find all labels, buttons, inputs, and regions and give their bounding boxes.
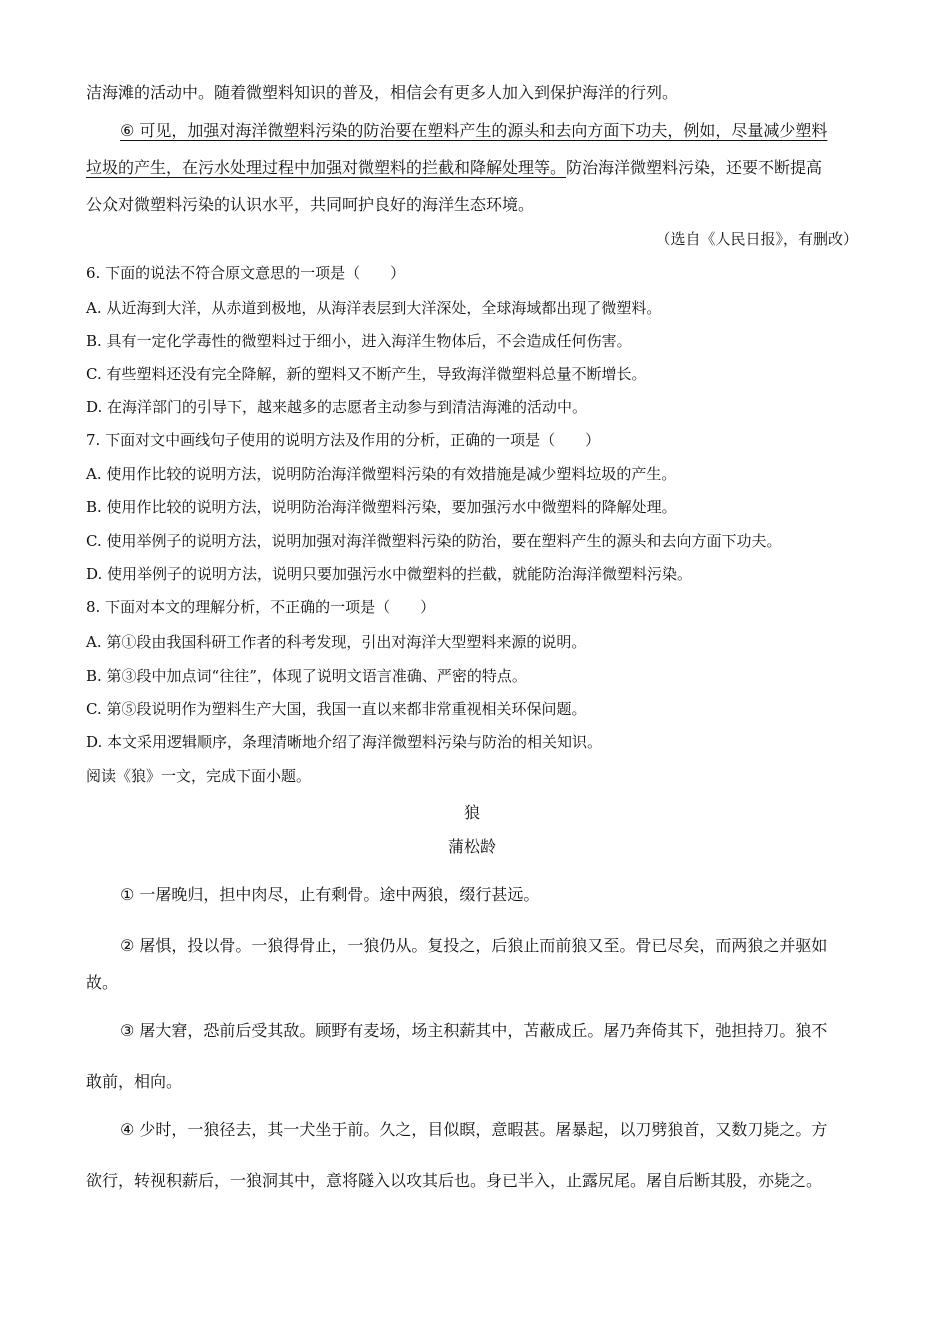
underlined-sentence: ⑥ 可见，加强对海洋微塑料污染的防治要在塑料产生的源头和去向方面下功夫，例如，尽量减少塑料 xyxy=(120,121,828,140)
question-8-option-c: C. 第⑤段说明作为塑料生产大国，我国一直以来都非常重视相关环保问题。 xyxy=(86,700,587,718)
paragraph-6-line-1 xyxy=(120,118,827,141)
wolf-paragraph-1: ① 一屠晚归，担中肉尽，止有剩骨。途中两狼，缀行甚远。 xyxy=(120,885,540,904)
wolf-title: 狼 xyxy=(463,803,480,822)
question-6-option-c: C. 有些塑料还没有完全降解，新的塑料又不断产生，导致海洋微塑料总量不断增长。 xyxy=(86,365,647,383)
question-8-stem: 8. 下面对本文的理解分析，不正确的一项是（ ） xyxy=(86,598,436,616)
question-6-stem: 6. 下面的说法不符合原文意思的一项是（ ） xyxy=(86,264,406,282)
wolf-paragraph-4-line-1: ④ 少时，一狼径去，其一犬坐于前。久之，目似瞑，意暇甚。屠暴起，以刀劈狼首，又数刀毙之。方 xyxy=(120,1120,828,1139)
question-6-option-b: B. 具有一定化学毒性的微塑料过于细小，进入海洋生物体后，不会造成任何伤害。 xyxy=(86,332,632,350)
question-7-option-d: D. 使用举例子的说明方法，说明只要加强污水中微塑料的拦截，就能防治海洋微塑料污染。 xyxy=(86,565,693,583)
reading-intro: 阅读《狼》一文，完成下面小题。 xyxy=(86,767,312,785)
paragraph-text: 防治海洋微塑料污染，还要不断提高 xyxy=(566,158,823,177)
question-8-option-b: B. 第③段中加点词“往往”，体现了说明文语言准确、严密的特点。 xyxy=(86,667,527,685)
question-7-option-a: A. 使用作比较的说明方法，说明防治海洋微塑料污染的有效措施是减少塑料垃圾的产生。 xyxy=(86,465,677,483)
question-8-option-a: A. 第①段由我国科研工作者的科考发现，引出对海洋大型塑料来源的说明。 xyxy=(86,633,587,651)
paragraph-6-line-3: 公众对微塑料污染的认识水平，共同呵护良好的海洋生态环境。 xyxy=(86,195,535,214)
passage-continuation: 洁海滩的活动中。随着微塑料知识的普及，相信会有更多人加入到保护海洋的行列。 xyxy=(86,83,679,102)
question-6-option-d: D. 在海洋部门的引导下，越来越多的志愿者主动参与到清洁海滩的活动中。 xyxy=(86,398,588,416)
question-8-option-d: D. 本文采用逻辑顺序，条理清晰地介绍了海洋微塑料污染与防治的相关知识。 xyxy=(86,733,603,751)
wolf-paragraph-3-line-2: 敢前，相向。 xyxy=(86,1072,183,1091)
question-7-option-c: C. 使用举例子的说明方法，说明加强对海洋微塑料污染的防治，要在塑料产生的源头和去向方面下功夫。 xyxy=(86,532,782,550)
wolf-paragraph-2-line-2: 故。 xyxy=(86,973,119,992)
question-6-option-a: A. 从近海到大洋，从赤道到极地，从海洋表层到大洋深处，全球海域都出现了微塑料。 xyxy=(86,299,662,317)
wolf-author: 蒲松龄 xyxy=(447,837,496,856)
question-7-option-b: B. 使用作比较的说明方法，说明防治海洋微塑料污染，要加强污水中微塑料的降解处理。 xyxy=(86,498,677,516)
wolf-paragraph-4-line-2: 欲行，转视积薪后，一狼洞其中，意将隧入以攻其后也。身已半入，止露尻尾。屠自后断其股，亦毙之。 xyxy=(86,1171,823,1190)
question-7-stem: 7. 下面对文中画线句子使用的说明方法及作用的分析，正确的一项是（ ） xyxy=(86,431,601,449)
underlined-sentence: 垃圾的产生，在污水处理过程中加强对微塑料的拦截和降解处理等。 xyxy=(86,158,567,177)
wolf-paragraph-3-line-1: ③ 屠大窘，恐前后受其敌。顾野有麦场，场主积薪其中，苫蔽成丘。屠乃奔倚其下，弛担持刀。狼不 xyxy=(120,1021,828,1040)
paragraph-6-line-2 xyxy=(86,155,822,178)
source-citation: （选自《人民日报》，有删改） xyxy=(655,230,858,248)
wolf-paragraph-2-line-1: ② 屠惧，投以骨。一狼得骨止，一狼仍从。复投之，后狼止而前狼又至。骨已尽矣，而两狼之并驱如 xyxy=(120,936,828,955)
